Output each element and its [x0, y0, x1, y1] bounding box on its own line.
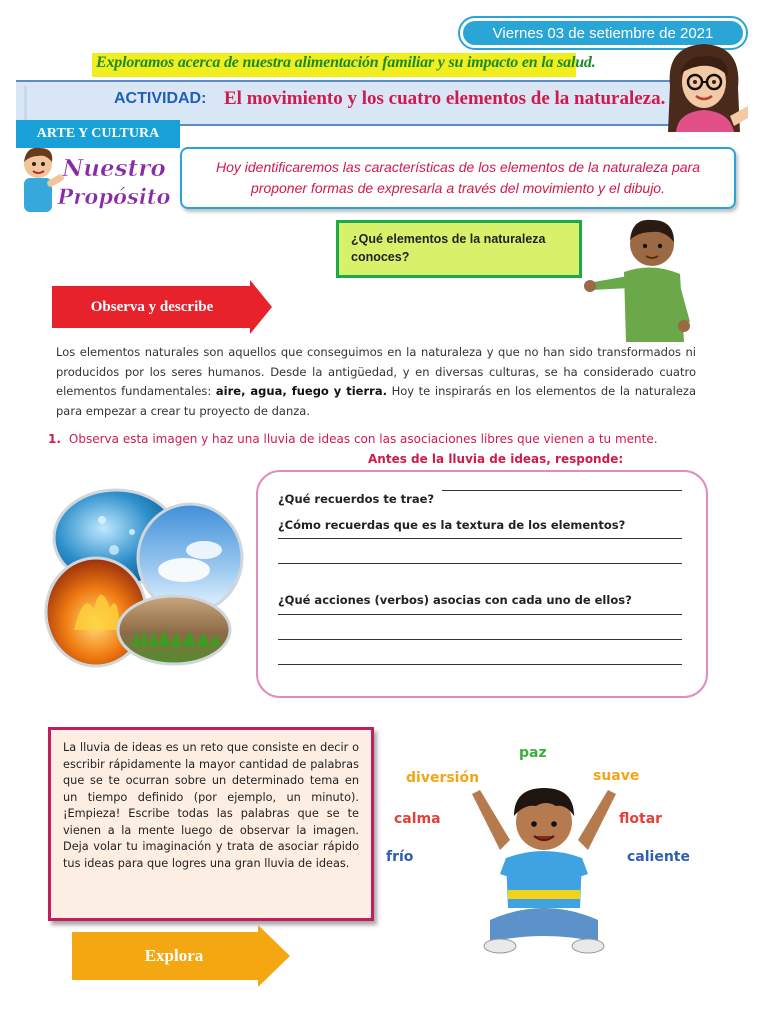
- activity-1-number: 1.: [48, 432, 61, 446]
- page-subtitle: Exploramos acerca de nuestra alimentación familiar y su impacto en la salud.: [96, 54, 596, 71]
- word-suave: suave: [593, 768, 640, 784]
- activity-title: El movimiento y los cuatro elementos de la naturaleza.: [224, 88, 666, 109]
- answer-line-memories[interactable]: [442, 490, 682, 491]
- word-flotar: flotar: [619, 811, 663, 827]
- intro-text-end: Hoy te inspirarás en los elementos de la naturaleza para empezar a crear tu proyecto de danza.: [56, 384, 696, 418]
- word-frio: frío: [386, 849, 414, 865]
- purpose-text: Hoy identificaremos las características de los elementos de la naturaleza para proponer formas de expresarla a través del movimiento y el dibujo.: [215, 159, 701, 196]
- observe-banner: [52, 280, 272, 334]
- question-box: ¿Qué elementos de la naturaleza conoces?: [336, 220, 582, 278]
- activity-1-instruction: [48, 432, 658, 446]
- intro-elements-bold: aire, agua, fuego y tierra.: [215, 384, 387, 398]
- brainstorm-info-box: [48, 727, 374, 921]
- answer-line-texture-2[interactable]: [278, 563, 682, 564]
- boy-sitting-illustration: [470, 770, 618, 960]
- answer-line-actions-1[interactable]: [278, 614, 682, 615]
- intro-paragraph: [56, 343, 696, 421]
- boy-pointing-illustration: [580, 212, 698, 342]
- activity-label: ACTIVIDAD:: [114, 90, 207, 107]
- question-actions: ¿Qué acciones (verbos) asocias con cada uno de ellos?: [278, 593, 632, 607]
- area-tab: ARTE Y CULTURA: [16, 120, 180, 148]
- word-caliente: caliente: [627, 849, 690, 865]
- answer-line-actions-3[interactable]: [278, 664, 682, 665]
- purpose-logo: [16, 142, 176, 220]
- activity-1-subheading: Antes de la lluvia de ideas, responde:: [368, 452, 624, 466]
- explore-banner-label: Explora: [144, 946, 204, 965]
- answer-line-texture-1[interactable]: [278, 538, 682, 539]
- observe-banner-label: Observa y describe: [90, 298, 214, 315]
- date-text: Viernes 03 de setiembre de 2021: [463, 21, 743, 45]
- brainstorm-text: La lluvia de ideas es un reto que consiste en decir o escribir rápidamente la mayor cantidad de palabras que se te ocurran sobre un determinado tema en un tiempo definido (por ejemplo, un minuto). ¡Empieza! Escribe todas las palabras que se te vienen a la mente luego de observar la imagen. Deja volar tu imaginación y trata de asociar rápido tus ideas para que logres una gran lluvia de ideas.: [63, 741, 359, 870]
- word-diversion: diversión: [406, 770, 480, 786]
- purpose-box: [180, 147, 736, 209]
- purpose-logo-line1: Nuestro: [62, 155, 166, 182]
- activity-1-text: Observa esta imagen y haz una lluvia de ideas con las asociaciones libres que vienen a tu mente.: [68, 432, 658, 446]
- question-memories: ¿Qué recuerdos te trae?: [278, 492, 435, 506]
- intro-text-start: Los elementos naturales son aquellos que conseguimos en la naturaleza y que no han sido transformados ni producidos por los seres humanos. Desde la antigüedad, y en diversas culturas, se ha considerado cuatro elementos fundamentales:: [56, 345, 696, 398]
- word-calma: calma: [394, 811, 441, 827]
- question-texture: ¿Cómo recuerdas que es la textura de los elementos?: [278, 518, 626, 532]
- teacher-avatar: [656, 36, 752, 136]
- word-paz: paz: [519, 745, 547, 761]
- four-elements-image: [44, 480, 244, 668]
- purpose-logo-line2: Propósito: [57, 184, 171, 209]
- explore-banner: [72, 925, 290, 987]
- answer-line-actions-2[interactable]: [278, 639, 682, 640]
